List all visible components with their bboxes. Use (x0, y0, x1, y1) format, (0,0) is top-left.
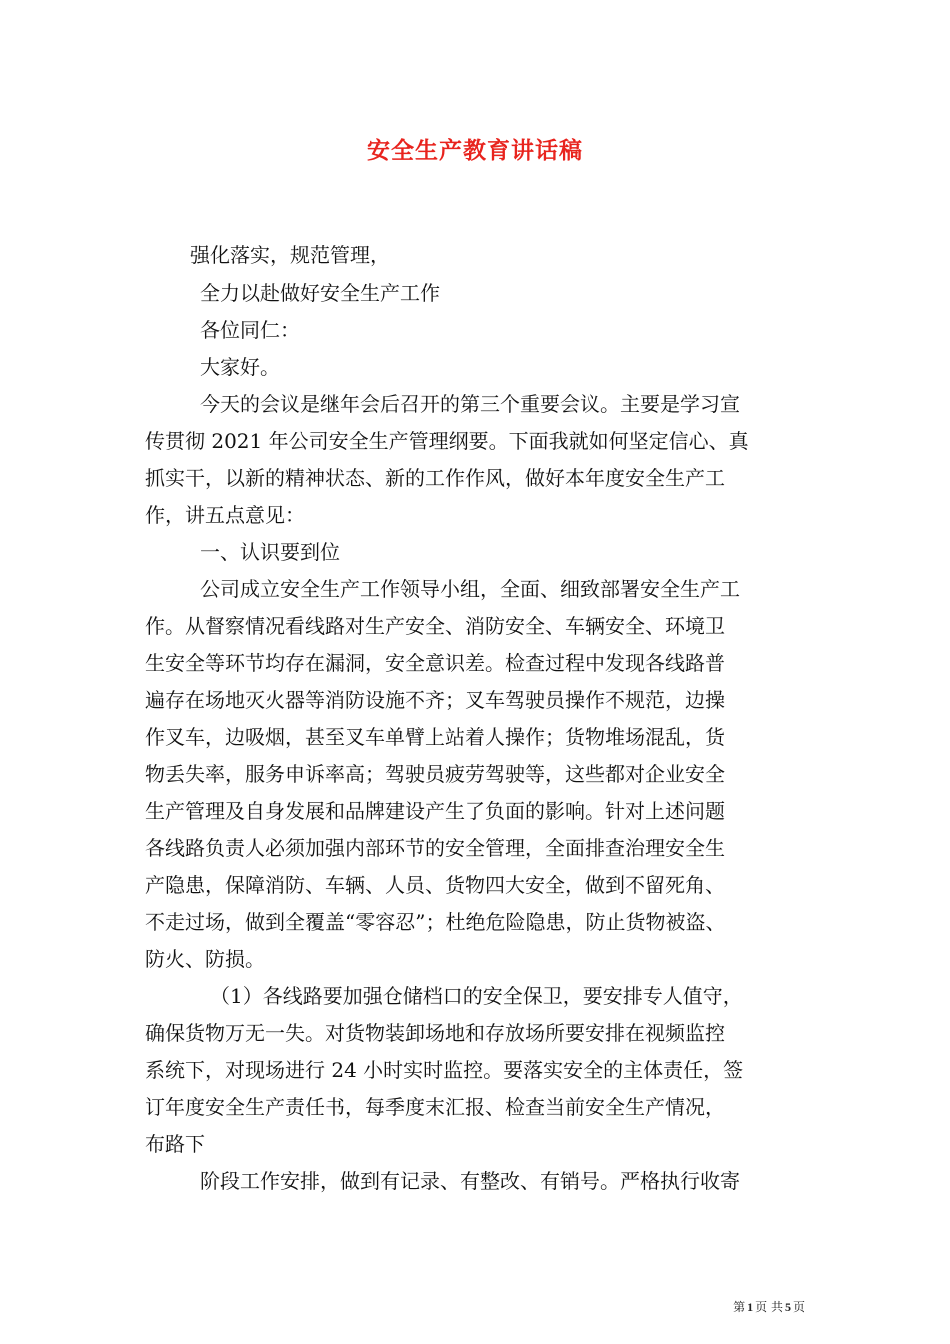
body-line: 布路下 (145, 1132, 205, 1156)
body-line: 遍存在场地灭火器等消防设施不齐；叉车驾驶员操作不规范，边操 (145, 688, 725, 712)
footer-suffix: 页 (792, 1300, 805, 1314)
document-title: 安全生产教育讲话稿 (367, 137, 583, 164)
total-page-count: 5 (784, 1300, 791, 1314)
body-line: 作。从督察情况看线路对生产安全、消防安全、车辆安全、环境卫 (145, 614, 725, 638)
footer-middle: 页 共 (755, 1300, 783, 1314)
section-heading: 一、认识要到位 (200, 540, 340, 564)
body-line: 订年度安全生产责任书，每季度末汇报、检查当前安全生产情况， (145, 1095, 725, 1119)
body-line: 系统下，对现场进行 24 小时实时监控。要落实安全的主体责任，签 (145, 1058, 744, 1082)
body-line: 生安全等环节均存在漏洞，安全意识差。检查过程中发现各线路普 (145, 651, 725, 675)
body-line: 物丢失率，服务申诉率高；驾驶员疲劳驾驶等，这些都对企业安全 (145, 762, 725, 786)
body-line: 生产管理及自身发展和品牌建设产生了负面的影响。针对上述问题 (145, 799, 725, 823)
body-line: 阶段工作安排，做到有记录、有整改、有销号。严格执行收寄 (200, 1169, 740, 1193)
body-line: 公司成立安全生产工作领导小组，全面、细致部署安全生产工 (200, 577, 740, 601)
body-line: 各位同仁： (200, 318, 300, 342)
body-line: 各线路负责人必须加强内部环节的安全管理，全面排查治理安全生 (145, 836, 725, 860)
page-footer (733, 1299, 805, 1315)
body-line: 作叉车，边吸烟，甚至叉车单臂上站着人操作；货物堆场混乱，货 (145, 725, 725, 749)
body-line: （1）各线路要加强仓储档口的安全保卫，要安排专人值守， (210, 984, 743, 1008)
current-page-number: 1 (747, 1300, 754, 1314)
body-line: 产隐患，保障消防、车辆、人员、货物四大安全，做到不留死角、 (145, 873, 725, 897)
body-line: 确保货物万无一失。对货物装卸场地和存放场所要安排在视频监控 (145, 1021, 725, 1045)
body-line: 不走过场，做到全覆盖“零容忍”；杜绝危险隐患，防止货物被盗、 (145, 910, 726, 934)
body-line: 今天的会议是继年会后召开的第三个重要会议。主要是学习宣 (200, 392, 740, 416)
footer-prefix: 第 (733, 1300, 746, 1314)
body-line: 抓实干，以新的精神状态、新的工作作风，做好本年度安全生产工 (145, 466, 725, 490)
body-line: 全力以赴做好安全生产工作 (200, 281, 440, 305)
body-line: 作，讲五点意见： (145, 503, 305, 527)
body-line: 传贯彻 2021 年公司安全生产管理纲要。下面我就如何坚定信心、真 (145, 429, 749, 453)
body-line: 强化落实，规范管理， (190, 243, 390, 267)
body-line: 防火、防损。 (145, 947, 265, 971)
body-line: 大家好。 (200, 355, 280, 379)
